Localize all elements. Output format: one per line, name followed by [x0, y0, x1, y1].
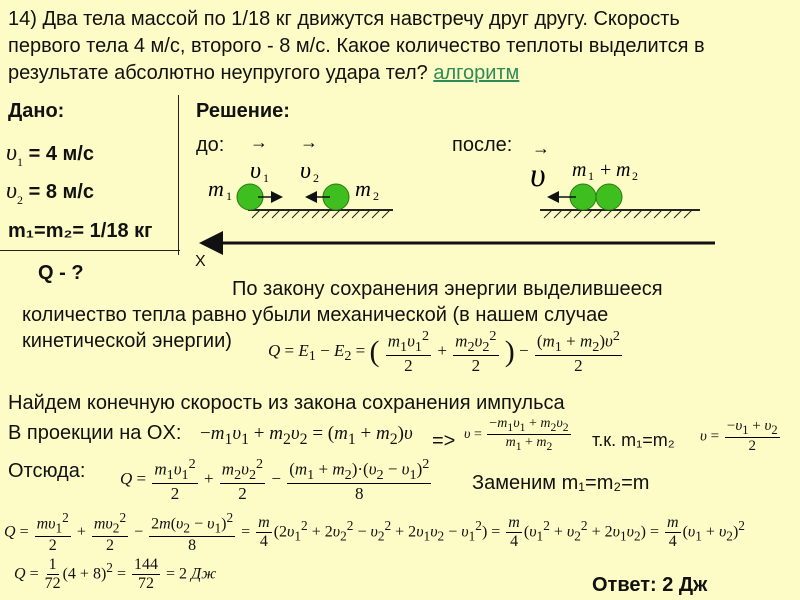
given-vertical-divider: [178, 95, 179, 255]
energy-line-1: По закону сохранения энергии выделившееся: [232, 278, 663, 300]
momentum-text: Найдем конечную скорость из закона сохранения импульса: [8, 392, 565, 414]
given-masses: m₁=m₂= 1/18 кг: [8, 220, 153, 242]
answer-text: Ответ: 2 Дж: [592, 574, 708, 596]
svg-text:2: 2: [313, 171, 319, 185]
given-v1: $\upsilon_1 = 4$ м/с: [6, 140, 94, 169]
given-question: Q - ?: [38, 262, 84, 284]
problem-line-1: 14) Два тела массой по 1/18 кг движутся навстречу друг другу. Скорость: [8, 8, 680, 30]
svg-text:υ: υ: [300, 158, 312, 184]
after-label: после:: [452, 134, 513, 156]
after-scene: [530, 138, 700, 218]
energy-formula: $Q = E_1 - E_2$ = ( $\frac{m_1\upsilon_1^2}{2}$ + $\frac{m_2\upsilon_2^2}{2}$ ) − $\frac{(m_1 + m_2)\upsilon^2}{2}$: [268, 328, 620, 376]
svg-text:2: 2: [373, 189, 379, 203]
heat-formula-2: Q = $\frac{m\upsilon_1^2}{2}$ + $\frac{m\upsilon_2^2}{2}$ − $\frac{2m(\upsilon_2 - \upsilon_1)^2}{8}$ = $\frac{m}{4}$ $(2\upsilon_1^2 + 2\upsilon_2^2 - \upsilon_2^2 + 2\upsilon_1\upsilon_2 - \upsilon_1^2)$ = $\frac{m}{4}$ $(\upsilon_1^2 + \upsilon_2^2 + 2\upsilon_1\upsilon_2)$ = $\frac{m}{4}$ $(\upsilon_1 + \upsilon_2)^2$: [4, 510, 745, 554]
svg-text:υ: υ: [530, 157, 546, 194]
problem-line-2: первого тела 4 м/с, второго - 8 м/с. Какое количество теплоты выделится в: [8, 35, 705, 57]
given-v2: $\upsilon_2 = 8$ м/с: [6, 178, 94, 207]
velocity-simple-formula: υ = $\frac{-\upsilon_1 + \upsilon_2}{2}$: [700, 418, 778, 455]
given-v1-value: = 4 м/с: [28, 143, 94, 165]
solution-title: Решение:: [196, 100, 290, 122]
svg-text:2: 2: [632, 169, 638, 183]
problem-line-3: [8, 62, 519, 85]
hence-text: Отсюда:: [8, 460, 86, 482]
svg-text:→: →: [250, 132, 268, 152]
velocity-formula: υ = $\frac{-m_1\upsilon_1 + m_2\upsilon_2}{m_1 + m_2}$: [464, 416, 569, 454]
svg-text:υ: υ: [250, 158, 262, 184]
energy-line-2: количество тепла равно убыли механической (в нашем случае: [22, 304, 609, 326]
svg-text:m: m: [355, 176, 371, 201]
heat-formula-1: Q = $\frac{m_1\upsilon_1^2}{2}$ + $\frac{m_2\upsilon_2^2}{2}$ − $\frac{(m_1 + m_2)\cdot(\upsilon_2 - \upsilon_1)^2}{8}$: [120, 456, 430, 504]
before-scene: [208, 132, 393, 218]
collision-diagram: [180, 130, 740, 270]
arrow-implies: =>: [432, 430, 456, 452]
svg-text:m: m: [208, 176, 224, 201]
x-axis-label: X: [195, 253, 206, 270]
energy-line-3: кинетической энергии): [22, 330, 232, 352]
svg-text:→: →: [532, 138, 550, 158]
projection-text: В проекции на OX:: [8, 422, 182, 444]
ball-merged-2: [596, 184, 622, 210]
algorithm-link[interactable]: алгоритм: [433, 62, 520, 84]
given-separator: [0, 250, 180, 251]
svg-text:→: →: [300, 132, 318, 152]
svg-text:1: 1: [226, 189, 232, 203]
given-title: Дано:: [8, 100, 65, 122]
given-v2-value: = 8 м/с: [28, 181, 94, 203]
svg-text:1: 1: [263, 171, 269, 185]
problem-line-3-text: результате абсолютно неупругого удара тел?: [8, 62, 428, 84]
momentum-formula: $-m_1\upsilon_1 + m_2\upsilon_2 = (m_1 + m_2)\upsilon$: [200, 423, 413, 448]
heat-formula-3: Q = $\frac{1}{72}$ $(4 + 8)^2$ = $\frac{144}{72}$ = 2 Дж: [14, 556, 217, 593]
svg-text:+: +: [600, 159, 612, 181]
replace-text: Заменим m₁=m₂=m: [472, 472, 650, 494]
since-text: т.к. m₁=m₂: [592, 430, 675, 450]
svg-text:m: m: [572, 159, 587, 181]
before-label: до:: [196, 134, 225, 156]
svg-text:m: m: [616, 159, 631, 181]
svg-text:1: 1: [588, 169, 594, 183]
